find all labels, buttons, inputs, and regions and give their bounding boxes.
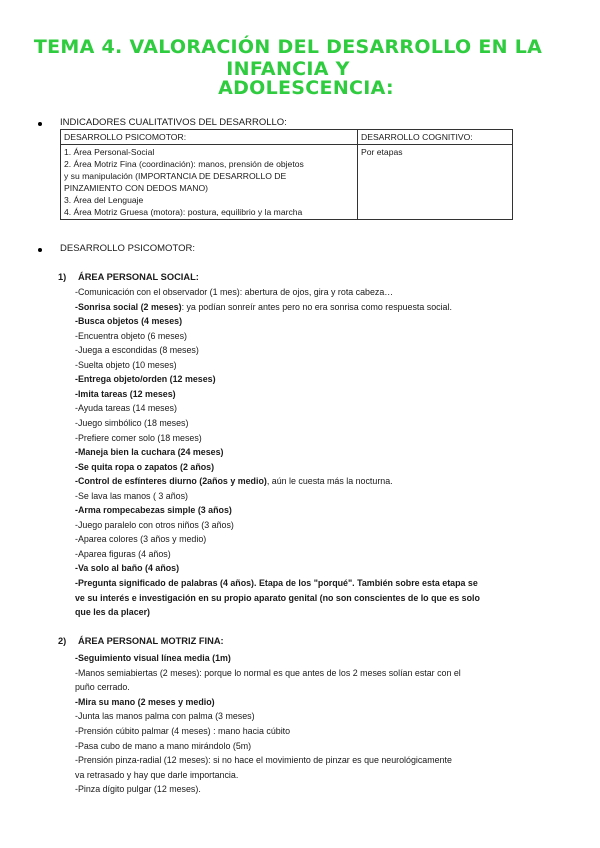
list-item	[75, 431, 202, 445]
list-item-text: -Se lava las manos ( 3 años)	[75, 490, 188, 501]
list-item	[75, 547, 171, 561]
list-item-bold: -Se quita ropa o zapatos (2 años)	[75, 461, 215, 472]
list-item	[75, 591, 480, 605]
list-item	[75, 329, 187, 343]
list-item	[75, 724, 290, 738]
table-header-cognitivo: DESARROLLO COGNITIVO:	[358, 130, 513, 145]
table-line: 1. Área Personal-Social	[64, 147, 155, 157]
list-item-text: -Junta las manos palma con palma (3 meses)	[75, 711, 255, 722]
list-item-text: -Aparea colores (3 años y medio)	[75, 534, 207, 545]
list-item	[75, 561, 179, 575]
list-item-text: -Comunicación con el observador (1 mes): abertura de ojos, gira y rota cabeza…	[75, 287, 394, 297]
list-item-text: puño cerrado.	[75, 682, 130, 693]
list-item-text: , aún le cuesta más la nocturna.	[266, 476, 393, 487]
list-item	[75, 532, 206, 546]
list-item-text: -Aparea figuras (4 años)	[75, 548, 171, 559]
list-item-bold: -Arma rompecabezas simple (3 años)	[75, 505, 232, 516]
list-item	[75, 651, 231, 665]
list-item	[75, 314, 182, 328]
list-item	[75, 343, 199, 357]
list-item	[75, 666, 461, 680]
list-item-text: -Juega a escondidas (8 meses)	[75, 345, 199, 356]
list-item	[75, 300, 452, 314]
section-title: ÁREA PERSONAL MOTRIZ FINA:	[78, 636, 224, 646]
page-title-line2: ADOLESCENCIA:	[218, 77, 394, 99]
list-item-text: va retrasado y hay que darle importancia.	[75, 769, 239, 780]
list-item	[75, 460, 214, 474]
section-number: 2)	[58, 636, 67, 646]
list-item-text: -Prensión cúbito palmar (4 meses) : mano hacia cúbito	[75, 726, 291, 736]
list-item-bold: -Seguimiento visual línea media (1m)	[75, 653, 231, 663]
bullet-dot	[38, 122, 42, 126]
list-item	[75, 416, 188, 430]
table-line: 3. Área del Lenguaje	[64, 195, 144, 205]
list-item-text: -Prefiere comer solo (18 meses)	[75, 432, 202, 443]
list-item-text: -Pinza dígito pulgar (12 meses).	[75, 784, 201, 795]
section-2-heading	[58, 636, 224, 646]
list-item-bold: -Imita tareas (12 meses)	[75, 388, 176, 399]
list-item	[75, 503, 232, 517]
table-line: PINZAMIENTO CON DEDOS MANO)	[64, 183, 209, 193]
list-item-text: -Manos semiabiertas (2 meses): porque lo normal es que antes de los 2 meses solían estar con el	[75, 667, 461, 678]
list-item	[75, 372, 216, 386]
list-item-bold: -Maneja bien la cuchara (24 meses)	[75, 447, 224, 458]
list-item-text: -Juego paralelo con otros niños (3 años)	[75, 519, 234, 530]
table-line: y su manipulación (IMPORTANCIA DE DESARROLLO DE	[64, 171, 287, 181]
list-item	[75, 576, 478, 590]
list-item-text: -Encuentra objeto (6 meses)	[75, 330, 187, 341]
bullet-dot	[38, 248, 42, 252]
list-item	[75, 768, 238, 782]
list-item-bold: -Mira su mano (2 meses y medio)	[75, 696, 215, 707]
list-item	[75, 739, 251, 753]
list-item	[75, 680, 130, 694]
list-item	[75, 782, 201, 796]
list-item	[75, 695, 215, 709]
indicators-heading: INDICADORES CUALITATIVOS DEL DESARROLLO:	[60, 117, 287, 128]
list-item-text: -Prensión pinza-radial (12 meses): si no hace el movimiento de pinzar es que neurológicamente	[75, 755, 452, 766]
table-cell-cognitivo: Por etapas	[358, 145, 513, 220]
list-item-text: -Juego simbólico (18 meses)	[75, 417, 189, 428]
list-item-bold: -Control de esfínteres diurno (2años y medio)	[75, 476, 267, 487]
list-item	[75, 518, 234, 532]
indicators-table	[60, 129, 513, 220]
list-item-bold: -Entrega objeto/orden (12 meses)	[75, 374, 216, 385]
list-item	[75, 489, 188, 503]
list-item	[75, 709, 255, 723]
section-number: 1)	[58, 272, 67, 282]
page-title: TEMA 4. VALORACIÓN DEL DESARROLLO EN LA INFANCIA Y	[33, 36, 543, 80]
list-item-bold: ve su interés e investigación en su propio aparato genital (no son conscientes de lo que es solo	[75, 592, 480, 603]
list-item	[75, 401, 177, 415]
table-header-psicomotor: DESARROLLO PSICOMOTOR:	[61, 130, 358, 145]
list-item	[75, 605, 150, 619]
section-1-heading	[58, 272, 199, 282]
list-item-text: -Pasa cubo de mano a mano mirándolo (5m)	[75, 740, 252, 751]
list-item	[75, 474, 393, 488]
list-item	[75, 753, 452, 767]
section-title: ÁREA PERSONAL SOCIAL:	[78, 272, 199, 282]
list-item-text: -Ayuda tareas (14 meses)	[75, 403, 177, 414]
list-item-text: : ya podían sonreír antes pero no era sonrisa como respuesta social.	[181, 301, 452, 312]
list-item-bold: -Sonrisa social (2 meses)	[75, 301, 182, 312]
table-line: 2. Área Motriz Fina (coordinación): manos, prensión de objetos	[64, 159, 304, 169]
list-item-text: -Suelta objeto (10 meses)	[75, 359, 177, 370]
list-item-bold: que les da placer)	[75, 607, 150, 618]
list-item	[75, 387, 176, 401]
list-item-bold: -Pregunta significado de palabras (4 años). Etapa de los "porqué". También sobre esta etapa se	[75, 578, 478, 588]
table-cell-psicomotor	[61, 145, 358, 220]
psicomotor-heading: DESARROLLO PSICOMOTOR:	[60, 243, 195, 254]
list-item-bold: -Busca objetos (4 meses)	[75, 316, 183, 327]
table-line: 4. Área Motriz Gruesa (motora): postura, equilibrio y la marcha	[64, 207, 303, 217]
list-item	[75, 285, 393, 299]
list-item	[75, 358, 177, 372]
list-item	[75, 445, 223, 459]
list-item-bold: -Va solo al baño (4 años)	[75, 563, 180, 574]
